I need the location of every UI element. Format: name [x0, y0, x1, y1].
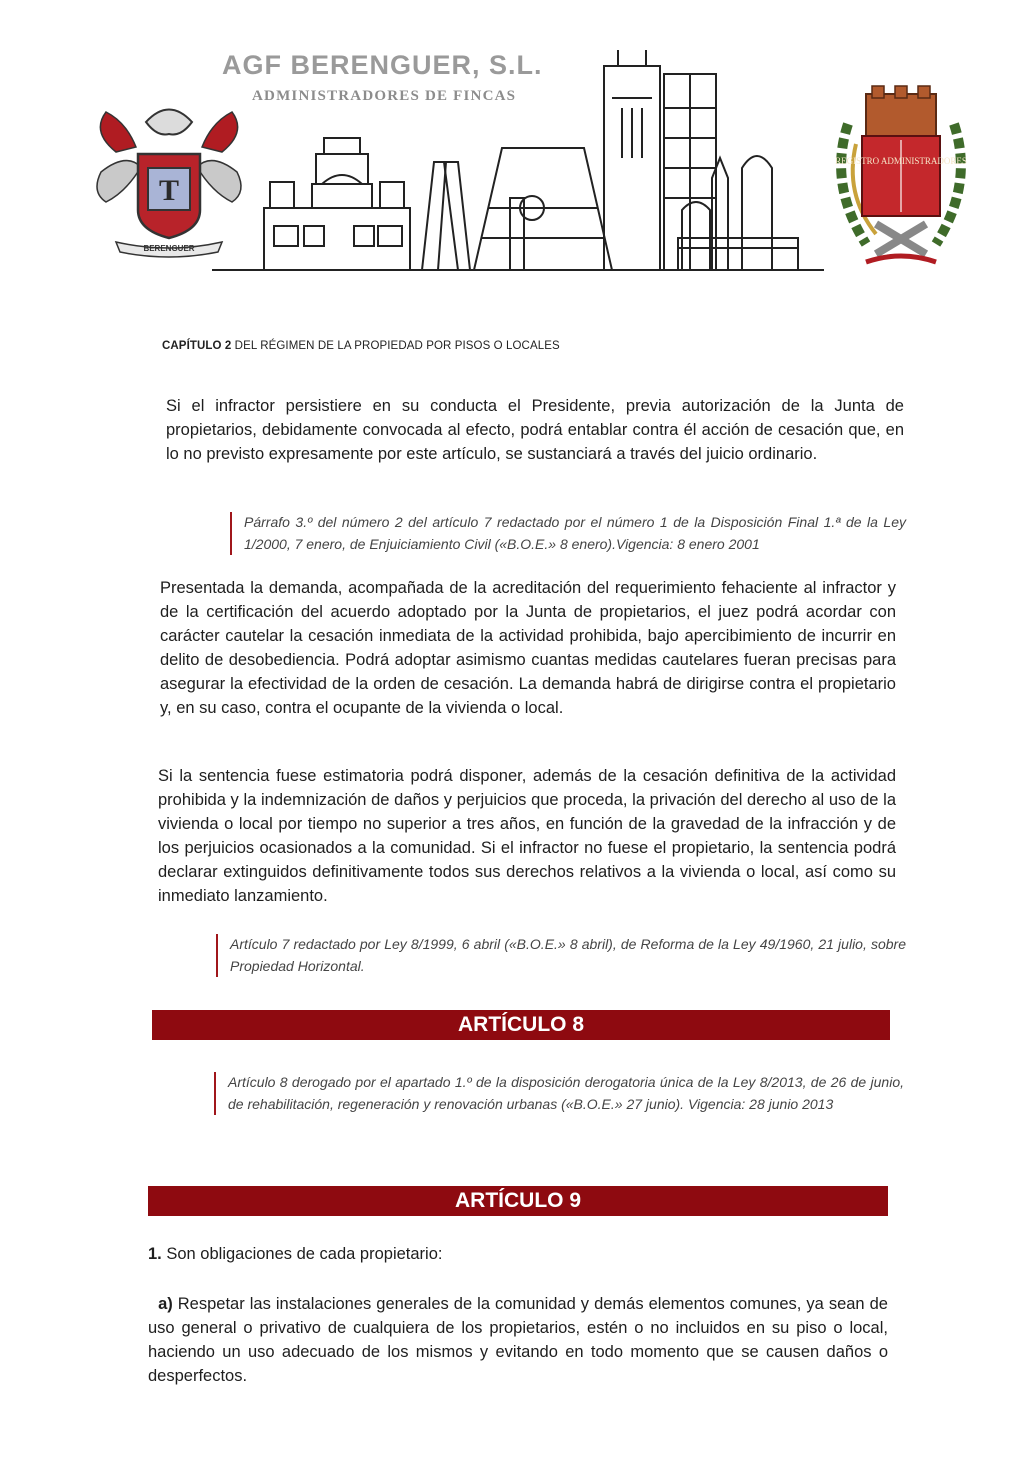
list-item-a-text: Respetar las instalaciones generales de la comunidad y demás elementos comunes, ya sean de uso general o privativo de cualquiera de los propietarios, estén o no incluidos en su piso o local, haciendo un uso adecuado de los mismos y evitando en todo momento que se causen daños o desperfectos. — [148, 1295, 888, 1385]
chapter-heading — [162, 340, 560, 352]
list-item-a-letter: a) — [158, 1295, 173, 1313]
article-9-heading: ARTÍCULO 9 — [148, 1186, 888, 1216]
chapter-label: CAPÍTULO 2 — [162, 340, 232, 352]
list-item-1-text: Son obligaciones de cada propietario: — [166, 1245, 443, 1263]
legal-note-paragraph-3: Párrafo 3.º del número 2 del artículo 7 redactado por el número 1 de la Disposición Final 1.ª de la Ley 1/2000, 7 enero, de Enjuiciamiento Civil («B.O.E.» 8 enero).Vigencia: 8 enero 2001 — [230, 512, 906, 555]
registry-emblem-logo — [826, 84, 976, 272]
paragraph-demand: Presentada la demanda, acompañada de la acreditación del requerimiento fehaciente al infractor y de la certificación del acuerdo adoptado por la Junta de propietarios, el juez podrá acordar con carácter cautelar la cesación inmediata de la actividad prohibida, bajo apercibimiento de incurrir en delito de desobediencia. Podrá adoptar asimismo cuantas medidas cautelares fueran precisas para asegurar la efectividad de la orden de cesación. La demanda habrá de dirigirse contra el propietario y, en su caso, contra el ocupante de la vivienda o local. — [160, 579, 896, 717]
legal-note-article-7: Artículo 7 redactado por Ley 8/1999, 6 abril («B.O.E.» 8 abril), de Reforma de la Ley 49/1960, 21 julio, sobre Propiedad Horizontal. — [216, 934, 906, 977]
svg-text:T: T — [158, 174, 180, 207]
company-name: AGF BERENGUER, S.L. — [222, 50, 543, 80]
emblem-text: REGISTRO ADMINISTRADORES — [835, 156, 967, 166]
logo-motto: BERENGUER — [143, 244, 195, 253]
company-tagline: ADMINISTRADORES DE FINCAS — [252, 88, 517, 104]
city-skyline-illustration — [212, 48, 824, 274]
paragraph-cessation-action: Si el infractor persistiere en su conducta el Presidente, previa autorización de la Junta de propietarios, debidamente convocada al efecto, podrá entablar contra él acción de cesación que, en lo no previsto expresamente por este artículo, se sustanciará a través del juicio ordinario. — [166, 397, 904, 463]
list-item-1 — [148, 1242, 888, 1266]
article-8-heading: ARTÍCULO 8 — [152, 1010, 890, 1040]
paragraph-sentence: Si la sentencia fuese estimatoria podrá disponer, además de la cesación definitiva de la actividad prohibida y la indemnización de daños y perjuicios que proceda, la privación del derecho al uso de la vivienda o local por tiempo no superior a tres años, en función de la gravedad de la infracción y de los perjuicios ocasionados a la comunidad. Si el infractor no fuese el propietario, la sentencia podrá declarar extinguidos definitivamente todos sus derechos relativos a la vivienda o local, así como su inmediato lanzamiento. — [158, 767, 896, 905]
list-item-a — [148, 1292, 888, 1388]
chapter-title: DEL RÉGIMEN DE LA PROPIEDAD POR PISOS O LOCALES — [234, 340, 560, 352]
legal-note-article-8-repealed: Artículo 8 derogado por el apartado 1.º de la disposición derogatoria única de la Ley 8/2013, de 26 de junio, de rehabilitación, regeneración y renovación urbanas («B.O.E.» 27 junio). Vigencia: 28 junio 2013 — [214, 1072, 904, 1115]
list-item-1-number: 1. — [148, 1245, 162, 1263]
